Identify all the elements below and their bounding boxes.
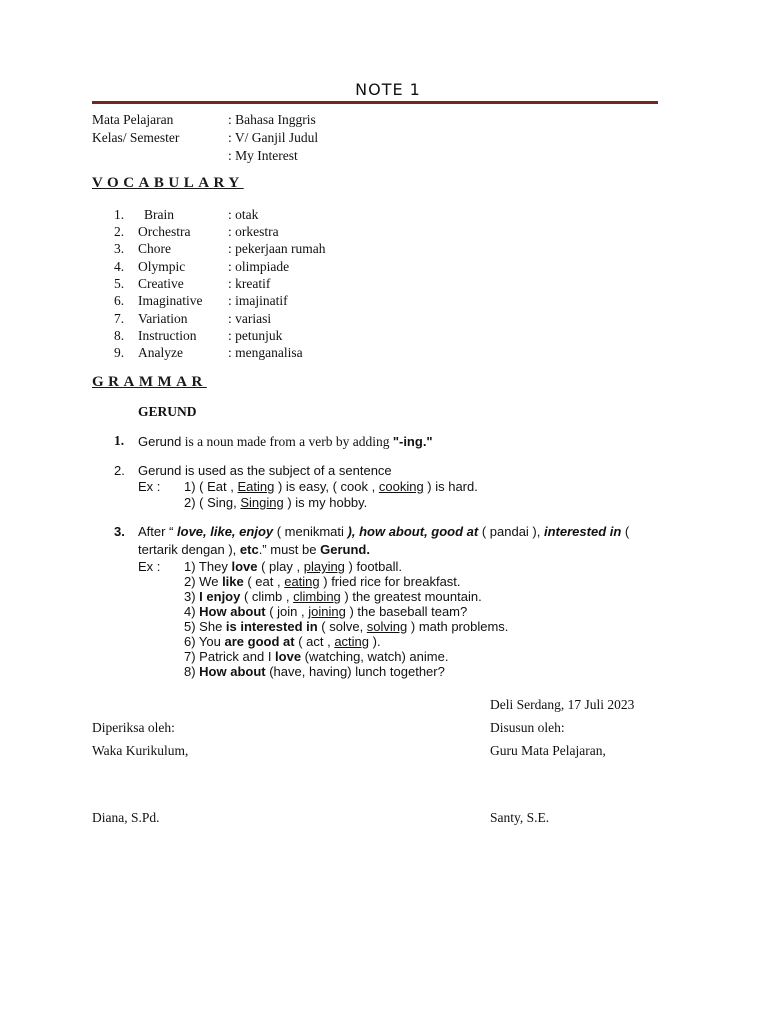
point-number: 1.: [114, 433, 125, 448]
info-value-subject: : Bahasa Inggris: [228, 112, 316, 127]
vocab-meaning: : menganalisa: [228, 345, 303, 360]
point-number: 2.: [114, 463, 125, 478]
title-divider: [92, 101, 658, 104]
vocab-word: Orchestra: [138, 224, 191, 239]
vocab-word: Instruction: [138, 328, 197, 343]
example-line: 6) You are good at ( act , acting ).: [184, 634, 381, 649]
example-line: 2) ( Sing, Singing ) is my hobby.: [184, 495, 368, 510]
vocab-num: 2.: [114, 224, 125, 239]
gerund-subheading: GERUND: [138, 404, 197, 419]
checker-name: Diana, S.Pd.: [92, 810, 160, 825]
example-line: 2) We like ( eat , eating ) fried rice for breakfast.: [184, 574, 461, 589]
vocab-meaning: : otak: [228, 207, 259, 222]
example-line: 8) How about (have, having) lunch together?: [184, 664, 445, 679]
point-2-text: Gerund is used as the subject of a sentence: [138, 463, 392, 478]
grammar-heading: GRAMMAR: [92, 374, 207, 390]
info-label-class: Kelas/ Semester: [92, 130, 180, 145]
vocab-num: 9.: [114, 345, 125, 360]
vocab-meaning: : pekerjaan rumah: [228, 241, 326, 256]
vocab-word: Chore: [138, 241, 171, 256]
vocab-meaning: : variasi: [228, 311, 272, 326]
example-label: Ex :: [138, 559, 161, 574]
vocab-meaning: : orkestra: [228, 224, 279, 239]
example-line: 1) ( Eat , Eating ) is easy, ( cook , cooking ) is hard.: [184, 479, 478, 494]
example-line: 5) She is interested in ( solve, solving ) math problems.: [184, 619, 509, 634]
vocab-word: Analyze: [138, 345, 183, 360]
vocab-num: 5.: [114, 276, 125, 291]
example-line: 7) Patrick and I love (watching, watch) anime.: [184, 649, 449, 664]
vocab-word: Brain: [144, 207, 174, 222]
vocab-meaning: : olimpiade: [228, 259, 290, 274]
prepared-by-label: Disusun oleh:: [490, 720, 565, 735]
info-value-topic: : My Interest: [228, 148, 298, 163]
vocab-num: 6.: [114, 293, 125, 308]
vocab-word: Olympic: [138, 259, 186, 274]
vocab-num: 4.: [114, 259, 125, 274]
example-line: 4) How about ( join , joining ) the baseball team?: [184, 604, 468, 619]
checker-role: Waka Kurikulum,: [92, 743, 189, 758]
point-3-line-2: tertarik dengan ), etc.” must be Gerund.: [138, 542, 370, 557]
point-number: 3.: [114, 524, 125, 539]
checked-by-label: Diperiksa oleh:: [92, 720, 175, 735]
point-1-text: Gerund is a noun made from a verb by adding "-ing.": [138, 434, 433, 449]
vocabulary-heading: VOCABULARY: [92, 175, 244, 191]
example-line: 1) They love ( play , playing ) football.: [184, 559, 403, 574]
vocab-meaning: : imajinatif: [228, 293, 288, 308]
page-title: NOTE 1: [355, 80, 421, 99]
vocab-meaning: : kreatif: [228, 276, 271, 291]
example-label: Ex :: [138, 479, 161, 494]
vocab-num: 7.: [114, 311, 125, 326]
example-line: 3) I enjoy ( climb , climbing ) the greatest mountain.: [184, 589, 482, 604]
point-3-line-1: After “ love, like, enjoy ( menikmati ), how about, good at ( pandai ), interested in (: [138, 524, 630, 539]
vocab-word: Imaginative: [138, 293, 203, 308]
vocab-num: 8.: [114, 328, 125, 343]
vocab-word: Variation: [138, 311, 188, 326]
vocab-word: Creative: [138, 276, 184, 291]
preparer-name: Santy, S.E.: [490, 810, 550, 825]
preparer-role: Guru Mata Pelajaran,: [490, 743, 606, 758]
info-value-class: : V/ Ganjil Judul: [228, 130, 319, 145]
place-date: Deli Serdang, 17 Juli 2023: [490, 697, 635, 712]
vocab-num: 3.: [114, 241, 125, 256]
vocab-meaning: : petunjuk: [228, 328, 283, 343]
info-label-subject: Mata Pelajaran: [92, 112, 174, 127]
vocab-num: 1.: [114, 207, 125, 222]
